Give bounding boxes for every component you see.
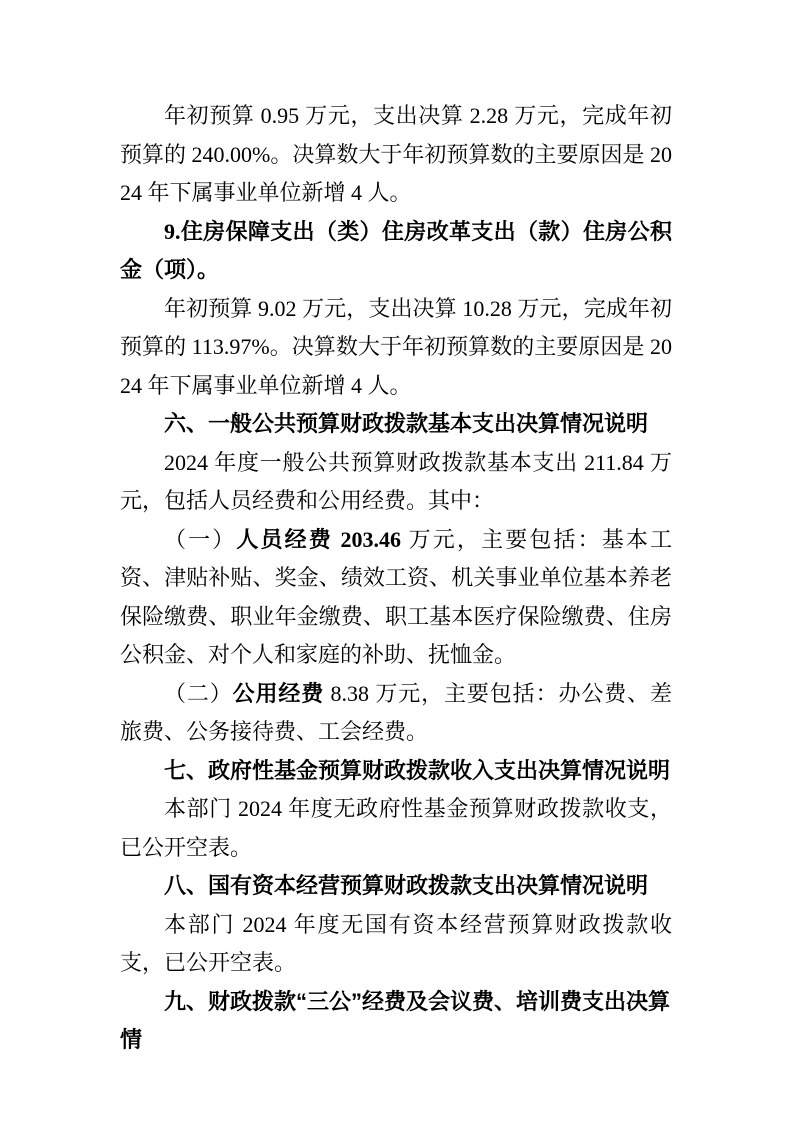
- text-run: 8.38 万元，主要包括：办公费、差旅费、公务接待费、工会经费。: [120, 680, 672, 744]
- subheading-housing-security: [120, 213, 672, 290]
- para-personnel-funds: [120, 521, 672, 675]
- section-heading-seven: [120, 752, 672, 791]
- para-basic-expenditure-total: [120, 444, 672, 521]
- text-run: 年初预算 9.02 万元，支出决算 10.28 万元，完成年初预算的 113.97%。决算数大于年初预算数的主要原因是 2024 年下属事业单位新增 4 人。: [120, 295, 672, 398]
- para-no-gov-fund: [120, 790, 672, 867]
- text-run: 9.住房保障支出（类）住房改革支出（款）住房公积金（项）。: [120, 218, 672, 282]
- text-run: 本部门 2024 年度无政府性基金预算财政拨款收支，已公开空表。: [120, 796, 672, 860]
- text-run: （一）: [164, 526, 237, 552]
- section-heading-six: [120, 405, 672, 444]
- text-run: 七、政府性基金预算财政拨款收入支出决算情况说明: [164, 757, 671, 783]
- text-run: 人员经费 203.46: [236, 526, 402, 552]
- text-run: 万元，主要包括：基本工资、津贴补贴、奖金、绩效工资、机关事业单位基本养老保险缴费、职业年金缴费、职工基本医疗保险缴费、住房公积金、对个人和家庭的补助、抚恤金。: [120, 526, 672, 667]
- text-run: （二）: [164, 680, 233, 706]
- text-run: 年初预算 0.95 万元，支出决算 2.28 万元，完成年初预算的 240.00%。决算数大于年初预算数的主要原因是 2024 年下属事业单位新增 4 人。: [120, 103, 672, 205]
- text-run: 八、国有资本经营预算财政拨款支出决算情况说明: [164, 873, 649, 898]
- para-budget-0-95: [120, 97, 672, 213]
- section-heading-eight: [120, 867, 672, 906]
- text-run: 公用经费: [232, 680, 325, 706]
- text-run: 六、一般公共预算财政拨款基本支出决算情况说明: [164, 411, 649, 436]
- para-public-funds: [120, 675, 672, 752]
- para-no-state-capital: [120, 906, 672, 983]
- para-budget-9-02: [120, 290, 672, 406]
- text-run: 2024 年度一般公共预算财政拨款基本支出 211.84 万元，包括人员经费和公用经费。其中：: [120, 449, 672, 513]
- text-run: 九、财政拨款“三公”经费及会议费、培训费支出决算情: [120, 988, 671, 1052]
- document-content: [120, 97, 672, 1060]
- text-run: 本部门 2024 年度无国有资本经营预算财政拨款收支，已公开空表。: [120, 911, 672, 975]
- section-heading-nine: [120, 983, 672, 1060]
